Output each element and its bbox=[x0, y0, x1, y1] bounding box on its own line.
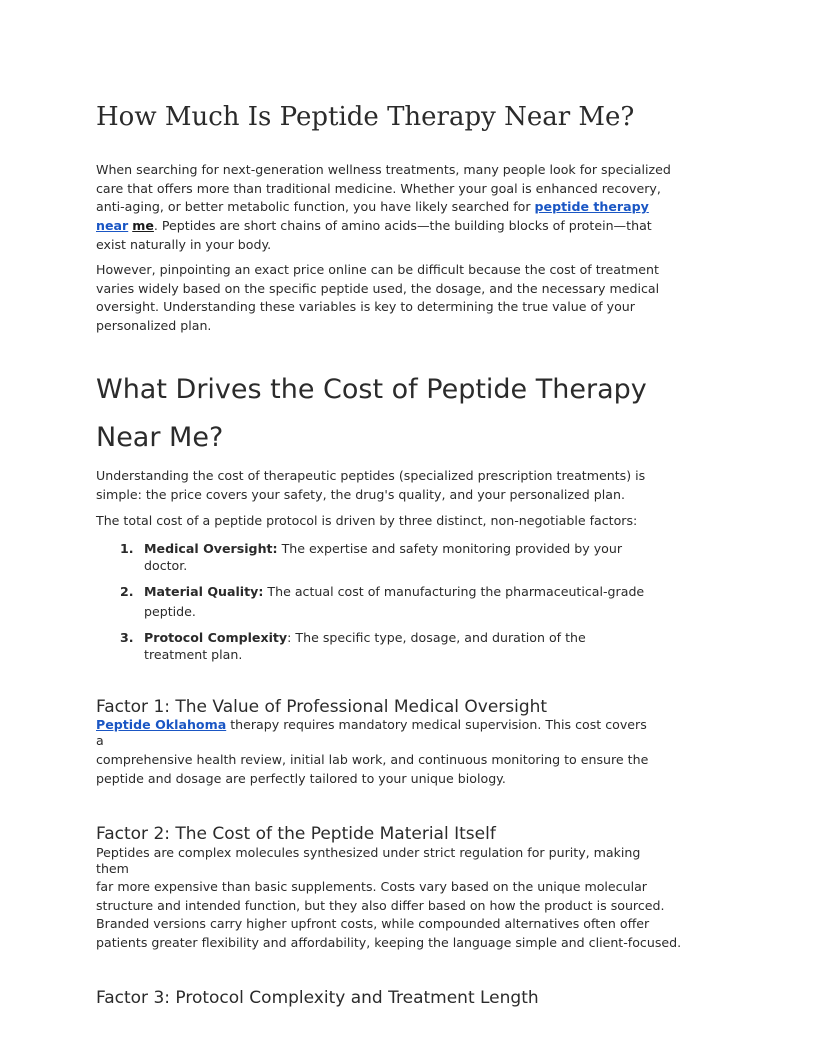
factor2-line: far more expensive than basic supplements. Costs vary based on the unique molecular bbox=[96, 879, 647, 894]
cost-intro-line: Understanding the cost of therapeutic peptides (specialized prescription treatments) is bbox=[96, 468, 646, 483]
list-number: 2. bbox=[120, 584, 134, 599]
intro-line: When searching for next-generation wellness treatments, many people look for specialized bbox=[96, 162, 671, 177]
factor3-heading: Factor 3: Protocol Complexity and Treatment Length bbox=[96, 988, 539, 1008]
factor2-line: them bbox=[96, 861, 129, 876]
intro-line: care that offers more than traditional medicine. Whether your goal is enhanced recovery, bbox=[96, 180, 661, 196]
list-term: Material Quality: bbox=[144, 584, 264, 599]
list-term: Medical Oversight: bbox=[144, 541, 278, 556]
list-text: peptide. bbox=[144, 603, 196, 619]
list-item bbox=[120, 584, 680, 620]
intro-line: anti-aging, or better metabolic function, you have likely searched for peptide therapy bbox=[96, 199, 649, 215]
list-number: 1. bbox=[120, 541, 134, 556]
factor2-paragraph-cont bbox=[96, 878, 681, 953]
page-title: How Much Is Peptide Therapy Near Me? bbox=[96, 102, 635, 132]
near-link[interactable]: near bbox=[96, 218, 129, 234]
section-heading: What Drives the Cost of Peptide Therapy Near Me? bbox=[96, 374, 647, 453]
factor2-heading: Factor 2: The Cost of the Peptide Material Itself bbox=[96, 824, 496, 844]
factor1-line: peptide and dosage are perfectly tailored to your unique biology. bbox=[96, 770, 506, 786]
peptide-therapy-link[interactable]: peptide therapy bbox=[534, 199, 649, 215]
list-item bbox=[120, 541, 680, 574]
factor1-line: a bbox=[96, 733, 104, 748]
intro-line: exist naturally in your body. bbox=[96, 236, 272, 252]
factor2-line: Peptides are complex molecules synthesized under strict regulation for purity, making bbox=[96, 845, 641, 860]
intro-line: near me. Peptides are short chains of amino acids—the building blocks of protein—that bbox=[96, 218, 652, 234]
pricing-line: However, pinpointing an exact price online can be difficult because the cost of treatment bbox=[96, 262, 659, 277]
factor1-paragraph-cont bbox=[96, 751, 648, 788]
pricing-paragraph bbox=[96, 261, 659, 336]
list-text: : The specific type, dosage, and duration of the bbox=[287, 630, 586, 645]
list-text: The expertise and safety monitoring provided by your bbox=[277, 541, 623, 556]
list-text: doctor. bbox=[144, 557, 188, 573]
list-text: treatment plan. bbox=[144, 646, 243, 662]
factors-intro-line: The total cost of a peptide protocol is driven by three distinct, non-negotiable factors: bbox=[96, 513, 638, 528]
list-item bbox=[120, 630, 680, 663]
factor1-heading: Factor 1: The Value of Professional Medical Oversight bbox=[96, 697, 548, 717]
list-number: 3. bbox=[120, 630, 134, 645]
factors-intro-paragraph bbox=[96, 512, 637, 531]
me-link[interactable]: me bbox=[132, 218, 154, 234]
factor1-line: comprehensive health review, initial lab work, and continuous monitoring to ensure the bbox=[96, 752, 649, 767]
cost-intro-line: simple: the price covers your safety, the drug's quality, and your personalized plan. bbox=[96, 486, 625, 502]
factor2-line: structure and intended function, but they also differ based on how the product is sourced. bbox=[96, 897, 665, 913]
factor1-line: Peptide Oklahoma therapy requires mandatory medical supervision. This cost covers bbox=[96, 717, 647, 732]
cost-intro-paragraph bbox=[96, 467, 645, 504]
peptide-oklahoma-link[interactable]: Peptide Oklahoma bbox=[96, 717, 227, 732]
pricing-line: varies widely based on the specific peptide used, the dosage, and the necessary medical bbox=[96, 280, 660, 296]
pricing-line: oversight. Understanding these variables is key to determining the true value of your bbox=[96, 299, 635, 315]
factor2-line: Branded versions carry higher upfront costs, while compounded alternatives often offer bbox=[96, 916, 650, 932]
cost-factors-list bbox=[120, 541, 680, 673]
list-term: Protocol Complexity bbox=[144, 630, 288, 645]
factor1-paragraph bbox=[96, 717, 647, 749]
factor2-paragraph bbox=[96, 845, 640, 877]
pricing-line: personalized plan. bbox=[96, 318, 212, 334]
factor2-line: patients greater flexibility and affordability, keeping the language simple and client-focused. bbox=[96, 935, 682, 951]
intro-paragraph bbox=[96, 161, 671, 255]
list-text: The actual cost of manufacturing the pharmaceutical-grade bbox=[263, 584, 645, 599]
